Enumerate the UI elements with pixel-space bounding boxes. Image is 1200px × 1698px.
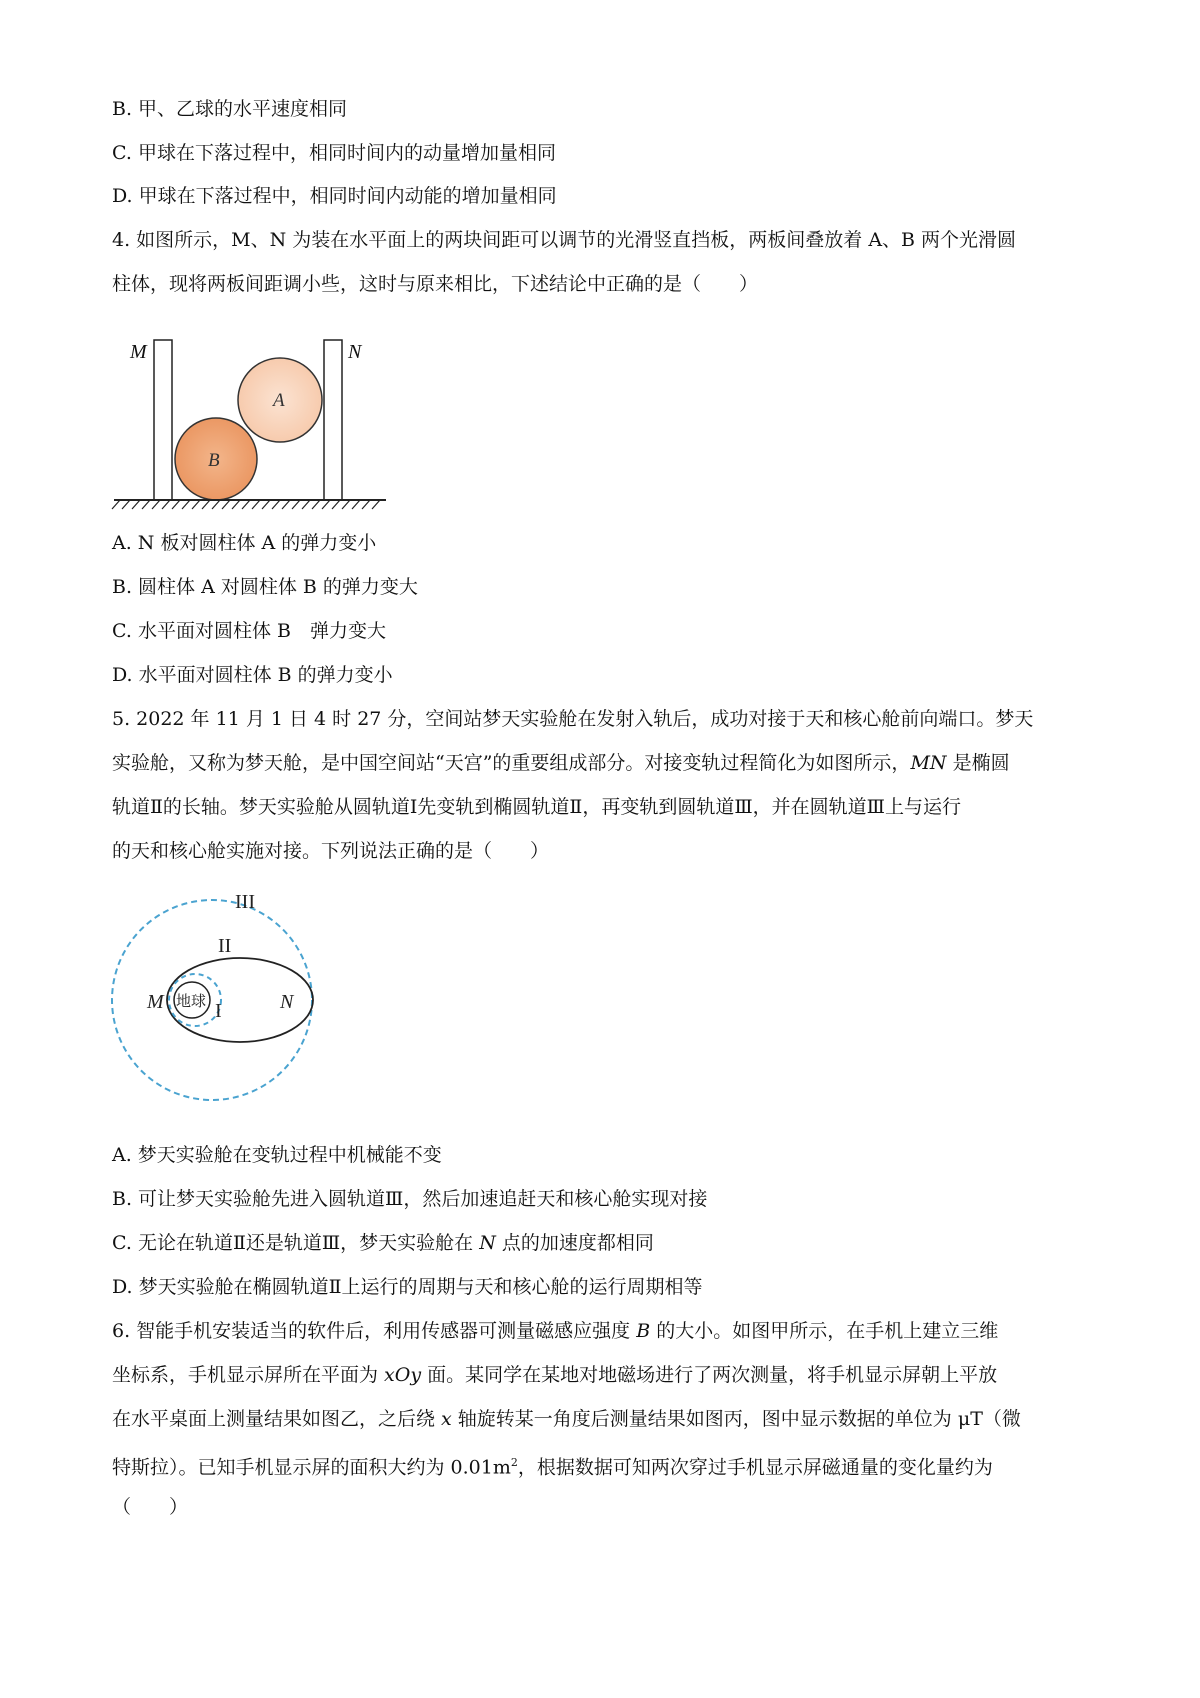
- q5-mn-variable: MN: [910, 752, 947, 774]
- label-iii: III: [235, 891, 255, 913]
- q3-option-b: B. 甲、乙球的水平速度相同: [112, 98, 348, 120]
- label-b: B: [208, 450, 220, 471]
- q6-stem-1-c: 的大小。如图甲所示，在手机上建立三维: [650, 1320, 999, 1342]
- q3-option-d: D. 甲球在下落过程中，相同时间内动能的增加量相同: [112, 185, 557, 207]
- q4-figure: [108, 330, 393, 520]
- q4-option-c: C. 水平面对圆柱体 B 弹力变大: [112, 620, 386, 642]
- q5-stem-line-2-b: 是椭圆: [946, 752, 1010, 774]
- q5-stem-line-2: [112, 750, 1010, 776]
- q6-var-b: B: [636, 1320, 651, 1342]
- q3-option-c: C. 甲球在下落过程中，相同时间内的动量增加量相同: [112, 142, 556, 164]
- q5-option-b: B. 可让梦天实验舱先进入圆轨道Ⅲ，然后加速追赶天和核心舱实现对接: [112, 1188, 708, 1210]
- q5-option-c-n: N: [479, 1232, 496, 1254]
- q6-stem-1-a: 6. 智能手机安装适当的软件后，利用传感器可测量磁感应强度: [112, 1320, 637, 1342]
- q4-stem-line-1: 4. 如图所示，M、N 为装在水平面上的两块间距可以调节的光滑竖直挡板，两板间叠放着 A、B 两个光滑圆: [112, 229, 1017, 251]
- q6-var-xoy: xOy: [384, 1364, 422, 1386]
- q6-stem-line-4: [112, 1450, 993, 1480]
- q6-stem-3-a: 在水平桌面上测量结果如图乙，之后绕: [112, 1408, 442, 1430]
- q4-option-a: A. N 板对圆柱体 A 的弹力变小: [112, 532, 377, 554]
- q5-stem-line-4: 的天和核心舱实施对接。下列说法正确的是（ ）: [112, 840, 550, 862]
- ground-hatching: [112, 500, 380, 509]
- earth-label: 地球: [176, 992, 207, 1010]
- q5-stem-line-2-a: 实验舱，又称为梦天舱，是中国空间站“天宫”的重要组成部分。对接变轨过程简化为如图所示，: [112, 752, 911, 774]
- q6-stem-4-sup: 2: [510, 1456, 518, 1469]
- q5-option-d: D. 梦天实验舱在椭圆轨道Ⅱ上运行的周期与天和核心舱的运行周期相等: [112, 1276, 703, 1298]
- q4-option-d: D. 水平面对圆柱体 B 的弹力变小: [112, 664, 393, 686]
- label-ii: II: [218, 935, 232, 957]
- q6-stem-line-3: [112, 1406, 1021, 1432]
- q6-stem-line-1: [112, 1318, 998, 1344]
- label-m: M: [130, 341, 147, 363]
- q6-stem-2-b: 面。某同学在某地对地磁场进行了两次测量，将手机显示屏朝上平放: [421, 1364, 998, 1386]
- q5-option-c: [112, 1230, 654, 1256]
- q6-stem-2-a: 坐标系，手机显示屏所在平面为: [112, 1364, 385, 1386]
- label-n: N: [280, 991, 294, 1013]
- q6-stem-4-a: 特斯拉）。已知手机显示屏的面积大约为 0.01m: [112, 1456, 511, 1479]
- label-n: N: [348, 341, 362, 363]
- q5-stem-line-1: 5. 2022 年 11 月 1 日 4 时 27 分，空间站梦天实验舱在发射入轨后，成功对接于天和核心舱前向端口。梦天: [112, 708, 1034, 730]
- q6-stem-4-b: ，根据数据可知两次穿过手机显示屏磁通量的变化量约为: [517, 1456, 993, 1479]
- q6-stem-line-5: （ ）: [112, 1496, 189, 1518]
- q5-figure: [105, 880, 340, 1105]
- q5-option-a: A. 梦天实验舱在变轨过程中机械能不变: [112, 1144, 442, 1166]
- label-m: M: [147, 991, 164, 1013]
- board-n: [324, 340, 342, 500]
- label-a: A: [273, 390, 285, 411]
- label-i: I: [215, 1000, 222, 1022]
- q5-option-c-b: 点的加速度都相同: [495, 1232, 654, 1254]
- q4-stem-line-2: 柱体，现将两板间距调小些，这时与原来相比，下述结论中正确的是（ ）: [112, 273, 759, 295]
- board-m: [154, 340, 172, 500]
- q5-stem-line-3: 轨道Ⅱ的长轴。梦天实验舱从圆轨道Ⅰ先变轨到椭圆轨道Ⅱ，再变轨到圆轨道Ⅲ，并在圆轨道Ⅲ上与运行: [112, 796, 961, 818]
- q5-option-c-a: C. 无论在轨道Ⅱ还是轨道Ⅲ，梦天实验舱在: [112, 1232, 480, 1254]
- q6-var-x: x: [441, 1408, 452, 1430]
- q6-stem-line-2: [112, 1362, 997, 1388]
- q4-option-b: B. 圆柱体 A 对圆柱体 B 的弹力变大: [112, 576, 418, 598]
- q6-stem-3-b: 轴旋转某一角度后测量结果如图丙，图中显示数据的单位为 μT（微: [451, 1408, 1021, 1430]
